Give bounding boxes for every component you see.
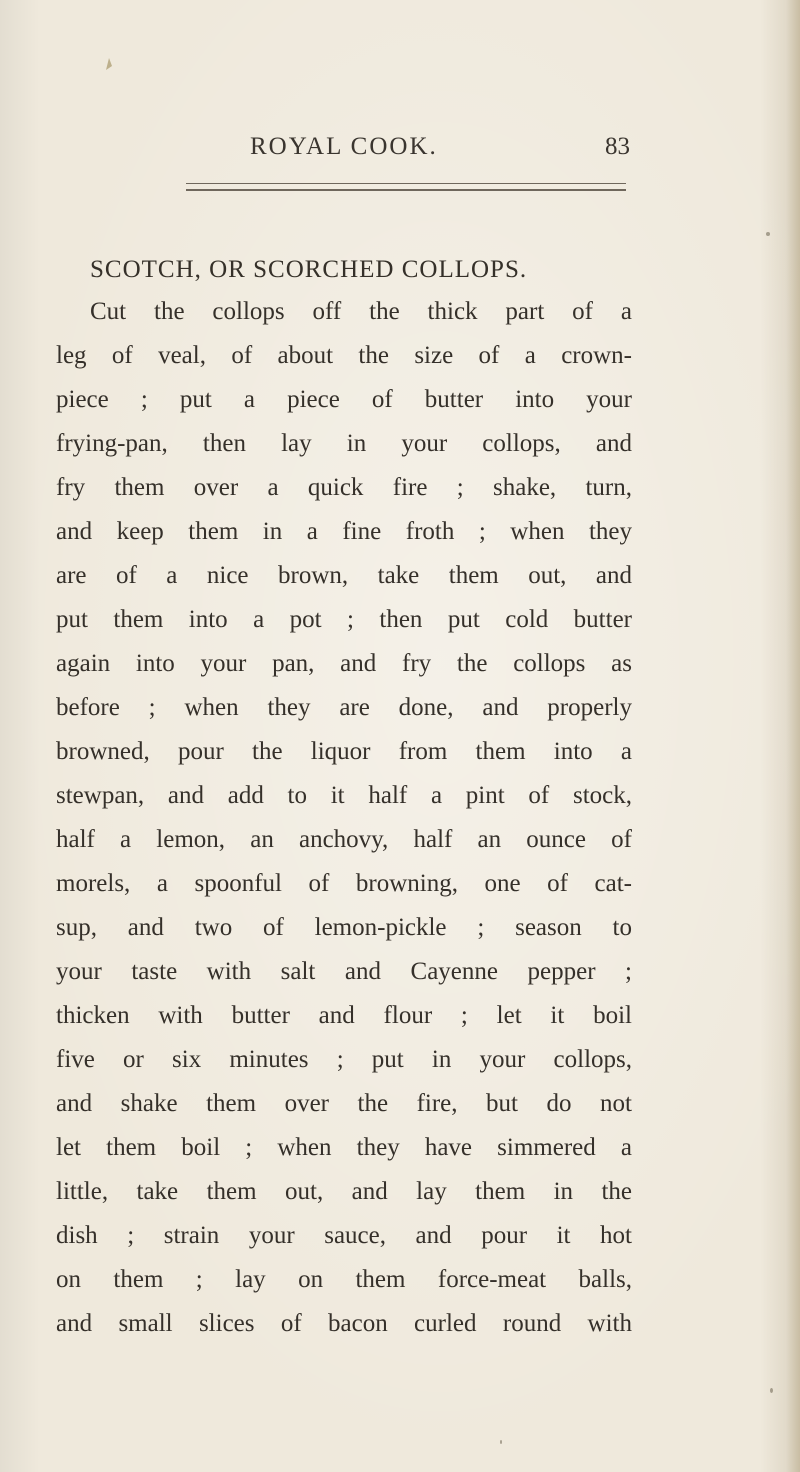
- text-line: half a lemon, an anchovy, half an ounce of: [56, 826, 632, 853]
- text-line: thicken with butter and flour ; let it boil: [56, 1002, 632, 1029]
- text-line: morels, a spoonful of browning, one of cat-: [56, 870, 632, 897]
- paper-speck: [500, 1440, 502, 1444]
- text-line: piece ; put a piece of butter into your: [56, 386, 632, 413]
- text-line: again into your pan, and fry the collops as: [56, 650, 632, 677]
- text-line: browned, pour the liquor from them into a: [56, 738, 632, 765]
- text-line: let them boil ; when they have simmered a: [56, 1134, 632, 1161]
- paper-speck: [770, 1388, 773, 1393]
- text-line: before ; when they are done, and properly: [56, 694, 632, 721]
- text-line: sup, and two of lemon-pickle ; season to: [56, 914, 632, 941]
- text-line: frying-pan, then lay in your collops, and: [56, 430, 632, 457]
- text-line: and small slices of bacon curled round with: [56, 1310, 632, 1337]
- text-line: five or six minutes ; put in your collops,: [56, 1046, 632, 1073]
- text-line: and keep them in a fine froth ; when they: [56, 518, 632, 545]
- text-line: little, take them out, and lay them in the: [56, 1178, 632, 1205]
- running-head: ROYAL COOK.: [250, 133, 438, 160]
- text-line: are of a nice brown, take them out, and: [56, 562, 632, 589]
- text-line: fry them over a quick fire ; shake, turn,: [56, 474, 632, 501]
- text-line: Cut the collops off the thick part of a: [90, 298, 632, 325]
- text-line: your taste with salt and Cayenne pepper ;: [56, 958, 632, 985]
- text-line: leg of veal, of about the size of a crown-: [56, 342, 632, 369]
- header-rule-thin: [186, 183, 626, 184]
- header-rule-thick: [186, 189, 626, 191]
- page-number: 83: [605, 133, 630, 160]
- recipe-body: [56, 290, 632, 1346]
- recipe-title: SCOTCH, OR SCORCHED COLLOPS.: [90, 256, 528, 283]
- text-line: on them ; lay on them force-meat balls,: [56, 1266, 632, 1293]
- text-line: stewpan, and add to it half a pint of stock,: [56, 782, 632, 809]
- text-line: put them into a pot ; then put cold butter: [56, 606, 632, 633]
- text-line: and shake them over the fire, but do not: [56, 1090, 632, 1117]
- page-edge-shadow: [786, 0, 800, 1472]
- page-header: [250, 133, 630, 165]
- text-line: dish ; strain your sauce, and pour it hot: [56, 1222, 632, 1249]
- paper-speck: [766, 232, 770, 236]
- ink-mark: [104, 56, 114, 72]
